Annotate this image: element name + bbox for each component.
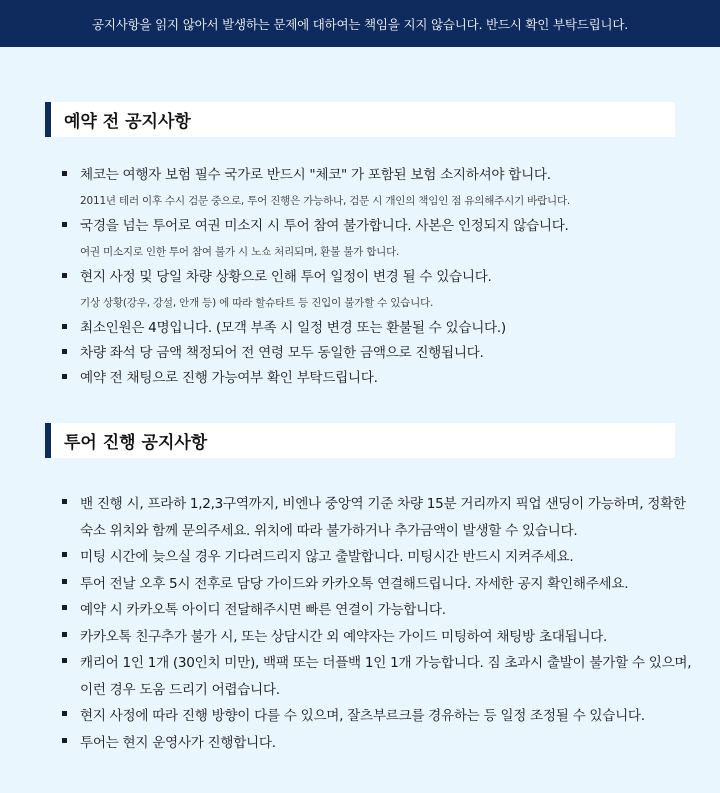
list-item [62,624,692,651]
list-item-text: 투어 전날 오후 5시 전후로 담당 가이드와 카카오톡 연결해드립니다. 자세한 공지 확인해주세요. [80,575,629,592]
list-item-text: 국경을 넘는 투어로 여권 미소지 시 투어 참여 불가합니다. 사본은 인정되지 않습니다. [80,218,569,234]
bullet-icon [62,222,67,227]
list-item-text: 예약 시 카카오톡 아이디 전달해주시면 빠른 연결이 가능합니다. [80,602,446,618]
list-item-text: 현지 사정에 따라 진행 방향이 다를 수 있으며, 잘츠부르크를 경유하는 등 일정 조정될 수 있습니다. [80,708,645,724]
list-item [62,163,692,214]
pre-booking-notice-list [62,163,692,391]
bullet-icon [62,273,67,278]
list-item [62,366,692,391]
bullet-icon [62,579,67,584]
list-item-text: 현지 사정 및 당일 차량 상황으로 인해 투어 일정이 변경 될 수 있습니다. [80,269,492,285]
list-item [62,597,692,624]
list-item-subtext: 2011년 테러 이후 수시 검문 중으로, 투어 진행은 가능하나, 검문 시 개인의 책임인 점 유의해주시기 바랍니다. [80,195,571,207]
bullet-icon [62,711,67,716]
list-item-text: 체코는 여행자 보험 필수 국가로 반드시 "체코" 가 포함된 보험 소지하셔야 합니다. [80,167,551,183]
list-item-text: 캐리어 1인 1개 (30인치 미만), 백팩 또는 더플백 1인 1개 가능합니다. 짐 초과시 출발이 불가할 수 있으며, 이런 경우 도움 드리기 어렵습니다. [80,655,692,698]
bullet-icon [62,374,67,379]
list-item-text: 차량 좌석 당 금액 책정되어 전 연령 모두 동일한 금액으로 진행됩니다. [80,345,484,361]
section-header-pre-booking [45,102,675,137]
bullet-icon [62,324,67,329]
bullet-icon [62,605,67,610]
bullet-icon [62,738,67,743]
bullet-icon [62,632,67,637]
section-title: 투어 진행 공지사항 [64,433,208,453]
list-item [62,341,692,366]
list-item [62,730,692,757]
bullet-icon [62,658,67,663]
list-item [62,703,692,730]
list-item-subtext: 기상 상황(강우, 강설, 안개 등) 에 따라 할슈타트 등 진입이 불가할 수 있습니다. [80,297,434,309]
section-title: 예약 전 공지사항 [64,112,191,132]
notice-banner [0,0,720,47]
notice-banner-text: 공지사항을 읽지 않아서 발생하는 문제에 대하여는 책임을 지지 않습니다. 반드시 확인 부탁드립니다. [92,16,628,32]
list-item [62,571,692,598]
section-header-tour-progress [45,423,675,458]
list-item-text: 카카오톡 친구추가 불가 시, 또는 상담시간 외 예약자는 가이드 미팅하여 채팅방 초대됩니다. [80,628,608,645]
list-item [62,491,692,544]
list-item-text: 미팅 시간에 늦으실 경우 기다려드리지 않고 출발합니다. 미팅시간 반드시 지켜주세요. [80,549,574,565]
bullet-icon [62,349,67,354]
list-item [62,316,692,341]
bullet-icon [62,552,67,557]
list-item-text: 밴 진행 시, 프라하 1,2,3구역까지, 비엔나 중앙역 기준 차량 15분 거리까지 픽업 샌딩이 가능하며, 정확한 숙소 위치와 함께 문의주세요. 위치에 따라 불가하거나 추가금액이 발생할 수 있습니다. [80,496,686,539]
list-item-text: 투어는 현지 운영사가 진행합니다. [80,734,276,751]
list-item-text: 예약 전 채팅으로 진행 가능여부 확인 부탁드립니다. [80,370,378,386]
list-item [62,214,692,265]
bullet-icon [62,499,67,504]
list-item [62,650,692,703]
bullet-icon [62,171,67,176]
list-item [62,544,692,571]
list-item [62,265,692,316]
list-item-subtext: 여권 미소지로 인한 투어 참여 불가 시 노쇼 처리되며, 환불 불가 합니다. [80,246,400,258]
tour-progress-notice-list [62,491,692,756]
list-item-text: 최소인원은 4명입니다. (모객 부족 시 일정 변경 또는 환불될 수 있습니다.) [80,320,506,336]
